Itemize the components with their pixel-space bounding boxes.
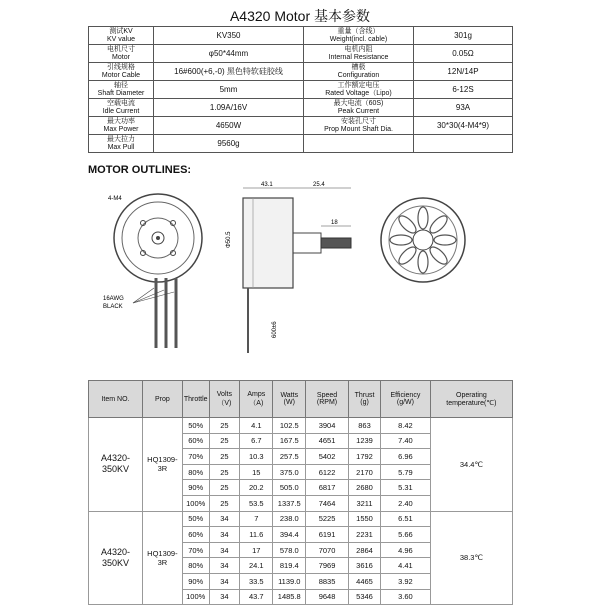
table-cell: 34 bbox=[209, 527, 240, 543]
table-cell: 11.6 bbox=[240, 527, 273, 543]
table-cell: 1337.5 bbox=[273, 495, 306, 511]
table-cell: 6.51 bbox=[381, 511, 431, 527]
section-title-outlines: MOTOR OUTLINES: bbox=[88, 164, 192, 176]
table-cell: 43.7 bbox=[240, 589, 273, 605]
table-cell: 53.5 bbox=[240, 495, 273, 511]
table-cell: 20.2 bbox=[240, 480, 273, 496]
table-cell: 100% bbox=[182, 495, 209, 511]
table-cell: 3904 bbox=[306, 418, 349, 434]
table-cell: 2.40 bbox=[381, 495, 431, 511]
spec-row bbox=[89, 117, 513, 135]
table-cell: 25 bbox=[209, 480, 240, 496]
spec-label bbox=[304, 135, 414, 153]
table-cell: 4465 bbox=[348, 573, 380, 589]
spec-label: 引线规格 Motor Cable bbox=[89, 63, 154, 81]
table-cell: 8835 bbox=[306, 573, 349, 589]
spec-label: 安装孔尺寸 Prop Mount Shaft Dia. bbox=[304, 117, 414, 135]
table-cell: 819.4 bbox=[273, 558, 306, 574]
spec-label: 电机内阻 Internal Resistance bbox=[304, 45, 414, 63]
table-cell: 80% bbox=[182, 464, 209, 480]
table-cell: 25 bbox=[209, 418, 240, 434]
table-cell: 7969 bbox=[306, 558, 349, 574]
rotor-spoke bbox=[396, 244, 419, 267]
spec-label: 测试KV KV value bbox=[89, 27, 154, 45]
table-cell: 34 bbox=[209, 542, 240, 558]
spec-value: 30*30(4-M4*9) bbox=[414, 117, 513, 135]
column-header: Thrust (g) bbox=[348, 381, 380, 418]
table-cell: 102.5 bbox=[273, 418, 306, 434]
rotor-spoke bbox=[427, 244, 450, 267]
table-cell: 1485.8 bbox=[273, 589, 306, 605]
table-cell: 4.96 bbox=[381, 542, 431, 558]
spec-value: 1.09A/16V bbox=[154, 99, 304, 117]
dim-diameter: Φ50.5 bbox=[226, 231, 232, 248]
table-cell: 4.41 bbox=[381, 558, 431, 574]
table-row bbox=[89, 511, 513, 527]
dim-length-body: 43.1 bbox=[261, 182, 273, 188]
table-cell: 5.79 bbox=[381, 464, 431, 480]
table-cell: 50% bbox=[182, 418, 209, 434]
table-cell: 34 bbox=[209, 589, 240, 605]
table-cell: 80% bbox=[182, 558, 209, 574]
table-cell: 1550 bbox=[348, 511, 380, 527]
spec-value: 0.05Ω bbox=[414, 45, 513, 63]
column-header: Throttle bbox=[182, 381, 209, 418]
column-header: Operating temperature(℃) bbox=[430, 381, 512, 418]
table-cell: 90% bbox=[182, 573, 209, 589]
table-cell: 25 bbox=[209, 464, 240, 480]
table-cell: 257.5 bbox=[273, 449, 306, 465]
table-cell: 5402 bbox=[306, 449, 349, 465]
spec-value: 16#600(+6,-0) 黑色特软硅胶线 bbox=[154, 63, 304, 81]
operating-temperature: 38.3℃ bbox=[430, 511, 512, 605]
rotor-spoke bbox=[390, 235, 412, 245]
motor-side-view bbox=[226, 182, 351, 353]
rotor-spoke bbox=[418, 207, 428, 229]
table-cell: 4651 bbox=[306, 433, 349, 449]
table-cell: 2864 bbox=[348, 542, 380, 558]
table-cell: 394.4 bbox=[273, 527, 306, 543]
performance-table bbox=[88, 380, 513, 605]
spec-row bbox=[89, 135, 513, 153]
page-title: A4320 Motor 基本参数 bbox=[229, 8, 371, 24]
table-cell: 863 bbox=[348, 418, 380, 434]
table-cell: 505.0 bbox=[273, 480, 306, 496]
table-cell: 6.96 bbox=[381, 449, 431, 465]
spec-row bbox=[89, 63, 513, 81]
table-cell: 7464 bbox=[306, 495, 349, 511]
table-cell: 3211 bbox=[348, 495, 380, 511]
table-cell: 34 bbox=[209, 573, 240, 589]
spec-table bbox=[88, 26, 513, 153]
column-header: Efficiency (g/W) bbox=[381, 381, 431, 418]
table-cell: 4.1 bbox=[240, 418, 273, 434]
operating-temperature: 34.4℃ bbox=[430, 418, 512, 512]
spec-label: 工作额定电压 Rated Voltage（Lipo) bbox=[304, 81, 414, 99]
column-header: Watts (W) bbox=[273, 381, 306, 418]
item-number: A4320-350KV bbox=[89, 511, 143, 605]
spec-label: 最大拉力 Max Pull bbox=[89, 135, 154, 153]
motor-outline-drawing bbox=[88, 178, 513, 378]
table-cell: 34 bbox=[209, 558, 240, 574]
table-cell: 2680 bbox=[348, 480, 380, 496]
dim-shaft-length: 18 bbox=[331, 220, 338, 226]
table-cell: 33.5 bbox=[240, 573, 273, 589]
spec-row bbox=[89, 81, 513, 99]
column-header: Volts（V) bbox=[209, 381, 240, 418]
table-cell: 70% bbox=[182, 542, 209, 558]
table-cell: 9648 bbox=[306, 589, 349, 605]
spec-value: 5mm bbox=[154, 81, 304, 99]
table-cell: 5346 bbox=[348, 589, 380, 605]
rotor-spoke bbox=[396, 213, 419, 236]
table-cell: 3.60 bbox=[381, 589, 431, 605]
column-header: Amps（A) bbox=[240, 381, 273, 418]
table-cell: 8.42 bbox=[381, 418, 431, 434]
spec-row bbox=[89, 99, 513, 117]
table-row bbox=[89, 418, 513, 434]
table-cell: 90% bbox=[182, 480, 209, 496]
table-cell: 3.92 bbox=[381, 573, 431, 589]
table-cell: 7070 bbox=[306, 542, 349, 558]
spec-value: 9560g bbox=[154, 135, 304, 153]
table-cell: 10.3 bbox=[240, 449, 273, 465]
hole-dimension: 4-M4 bbox=[108, 196, 122, 202]
table-cell: 17 bbox=[240, 542, 273, 558]
column-header: Speed (RPM) bbox=[306, 381, 349, 418]
table-cell: 238.0 bbox=[273, 511, 306, 527]
table-cell: 15 bbox=[240, 464, 273, 480]
spec-value: KV350 bbox=[154, 27, 304, 45]
table-cell: 375.0 bbox=[273, 464, 306, 480]
rotor-spoke bbox=[427, 213, 450, 236]
table-cell: 50% bbox=[182, 511, 209, 527]
table-cell: 25 bbox=[209, 449, 240, 465]
table-cell: 5.66 bbox=[381, 527, 431, 543]
table-cell: 25 bbox=[209, 495, 240, 511]
table-cell: 60% bbox=[182, 527, 209, 543]
spec-value: 6-12S bbox=[414, 81, 513, 99]
spec-label: 最大功率 Max Power bbox=[89, 117, 154, 135]
spec-label: 槽极 Configuration bbox=[304, 63, 414, 81]
rotor-spoke bbox=[418, 251, 428, 273]
table-cell: 5225 bbox=[306, 511, 349, 527]
column-header: Prop bbox=[142, 381, 182, 418]
spec-label: 最大电流（60S) Peak Current bbox=[304, 99, 414, 117]
table-cell: 34 bbox=[209, 511, 240, 527]
table-cell: 2231 bbox=[348, 527, 380, 543]
spec-value: 4650W bbox=[154, 117, 304, 135]
spec-value: 93A bbox=[414, 99, 513, 117]
table-cell: 70% bbox=[182, 449, 209, 465]
spec-row bbox=[89, 45, 513, 63]
wire-label: 16AWG bbox=[103, 296, 124, 302]
spec-value: 12N/14P bbox=[414, 63, 513, 81]
table-cell: 5.31 bbox=[381, 480, 431, 496]
table-cell: 578.0 bbox=[273, 542, 306, 558]
table-cell: 1792 bbox=[348, 449, 380, 465]
table-cell: 1239 bbox=[348, 433, 380, 449]
spec-row bbox=[89, 27, 513, 45]
table-cell: 6817 bbox=[306, 480, 349, 496]
spec-label: 重量（含线） Weight(incl. cable) bbox=[304, 27, 414, 45]
dim-cable-length: 600±6 bbox=[272, 321, 278, 338]
item-number: A4320-350KV bbox=[89, 418, 143, 512]
table-cell: 6.7 bbox=[240, 433, 273, 449]
column-header: Item NO. bbox=[89, 381, 143, 418]
prop-model: HQ1309-3R bbox=[142, 418, 182, 512]
table-cell: 6191 bbox=[306, 527, 349, 543]
table-cell: 3616 bbox=[348, 558, 380, 574]
table-cell: 7.40 bbox=[381, 433, 431, 449]
motor-front-view bbox=[103, 194, 202, 348]
motor-rear-view bbox=[381, 198, 465, 282]
table-cell: 24.1 bbox=[240, 558, 273, 574]
table-cell: 7 bbox=[240, 511, 273, 527]
dim-length-shaft: 25.4 bbox=[313, 182, 325, 188]
table-cell: 2170 bbox=[348, 464, 380, 480]
table-cell: 167.5 bbox=[273, 433, 306, 449]
spec-value bbox=[414, 135, 513, 153]
spec-label: 电机尺寸 Motor bbox=[89, 45, 154, 63]
spec-value: φ50*44mm bbox=[154, 45, 304, 63]
spec-label: 轴径 Shaft Diameter bbox=[89, 81, 154, 99]
spec-value: 301g bbox=[414, 27, 513, 45]
table-cell: 60% bbox=[182, 433, 209, 449]
rotor-spoke bbox=[434, 235, 456, 245]
prop-model: HQ1309-3R bbox=[142, 511, 182, 605]
spec-label: 空载电流 Idle Current bbox=[89, 99, 154, 117]
table-cell: 1139.0 bbox=[273, 573, 306, 589]
table-cell: 100% bbox=[182, 589, 209, 605]
table-cell: 6122 bbox=[306, 464, 349, 480]
wire-color-label: BLACK bbox=[103, 304, 123, 310]
table-cell: 25 bbox=[209, 433, 240, 449]
